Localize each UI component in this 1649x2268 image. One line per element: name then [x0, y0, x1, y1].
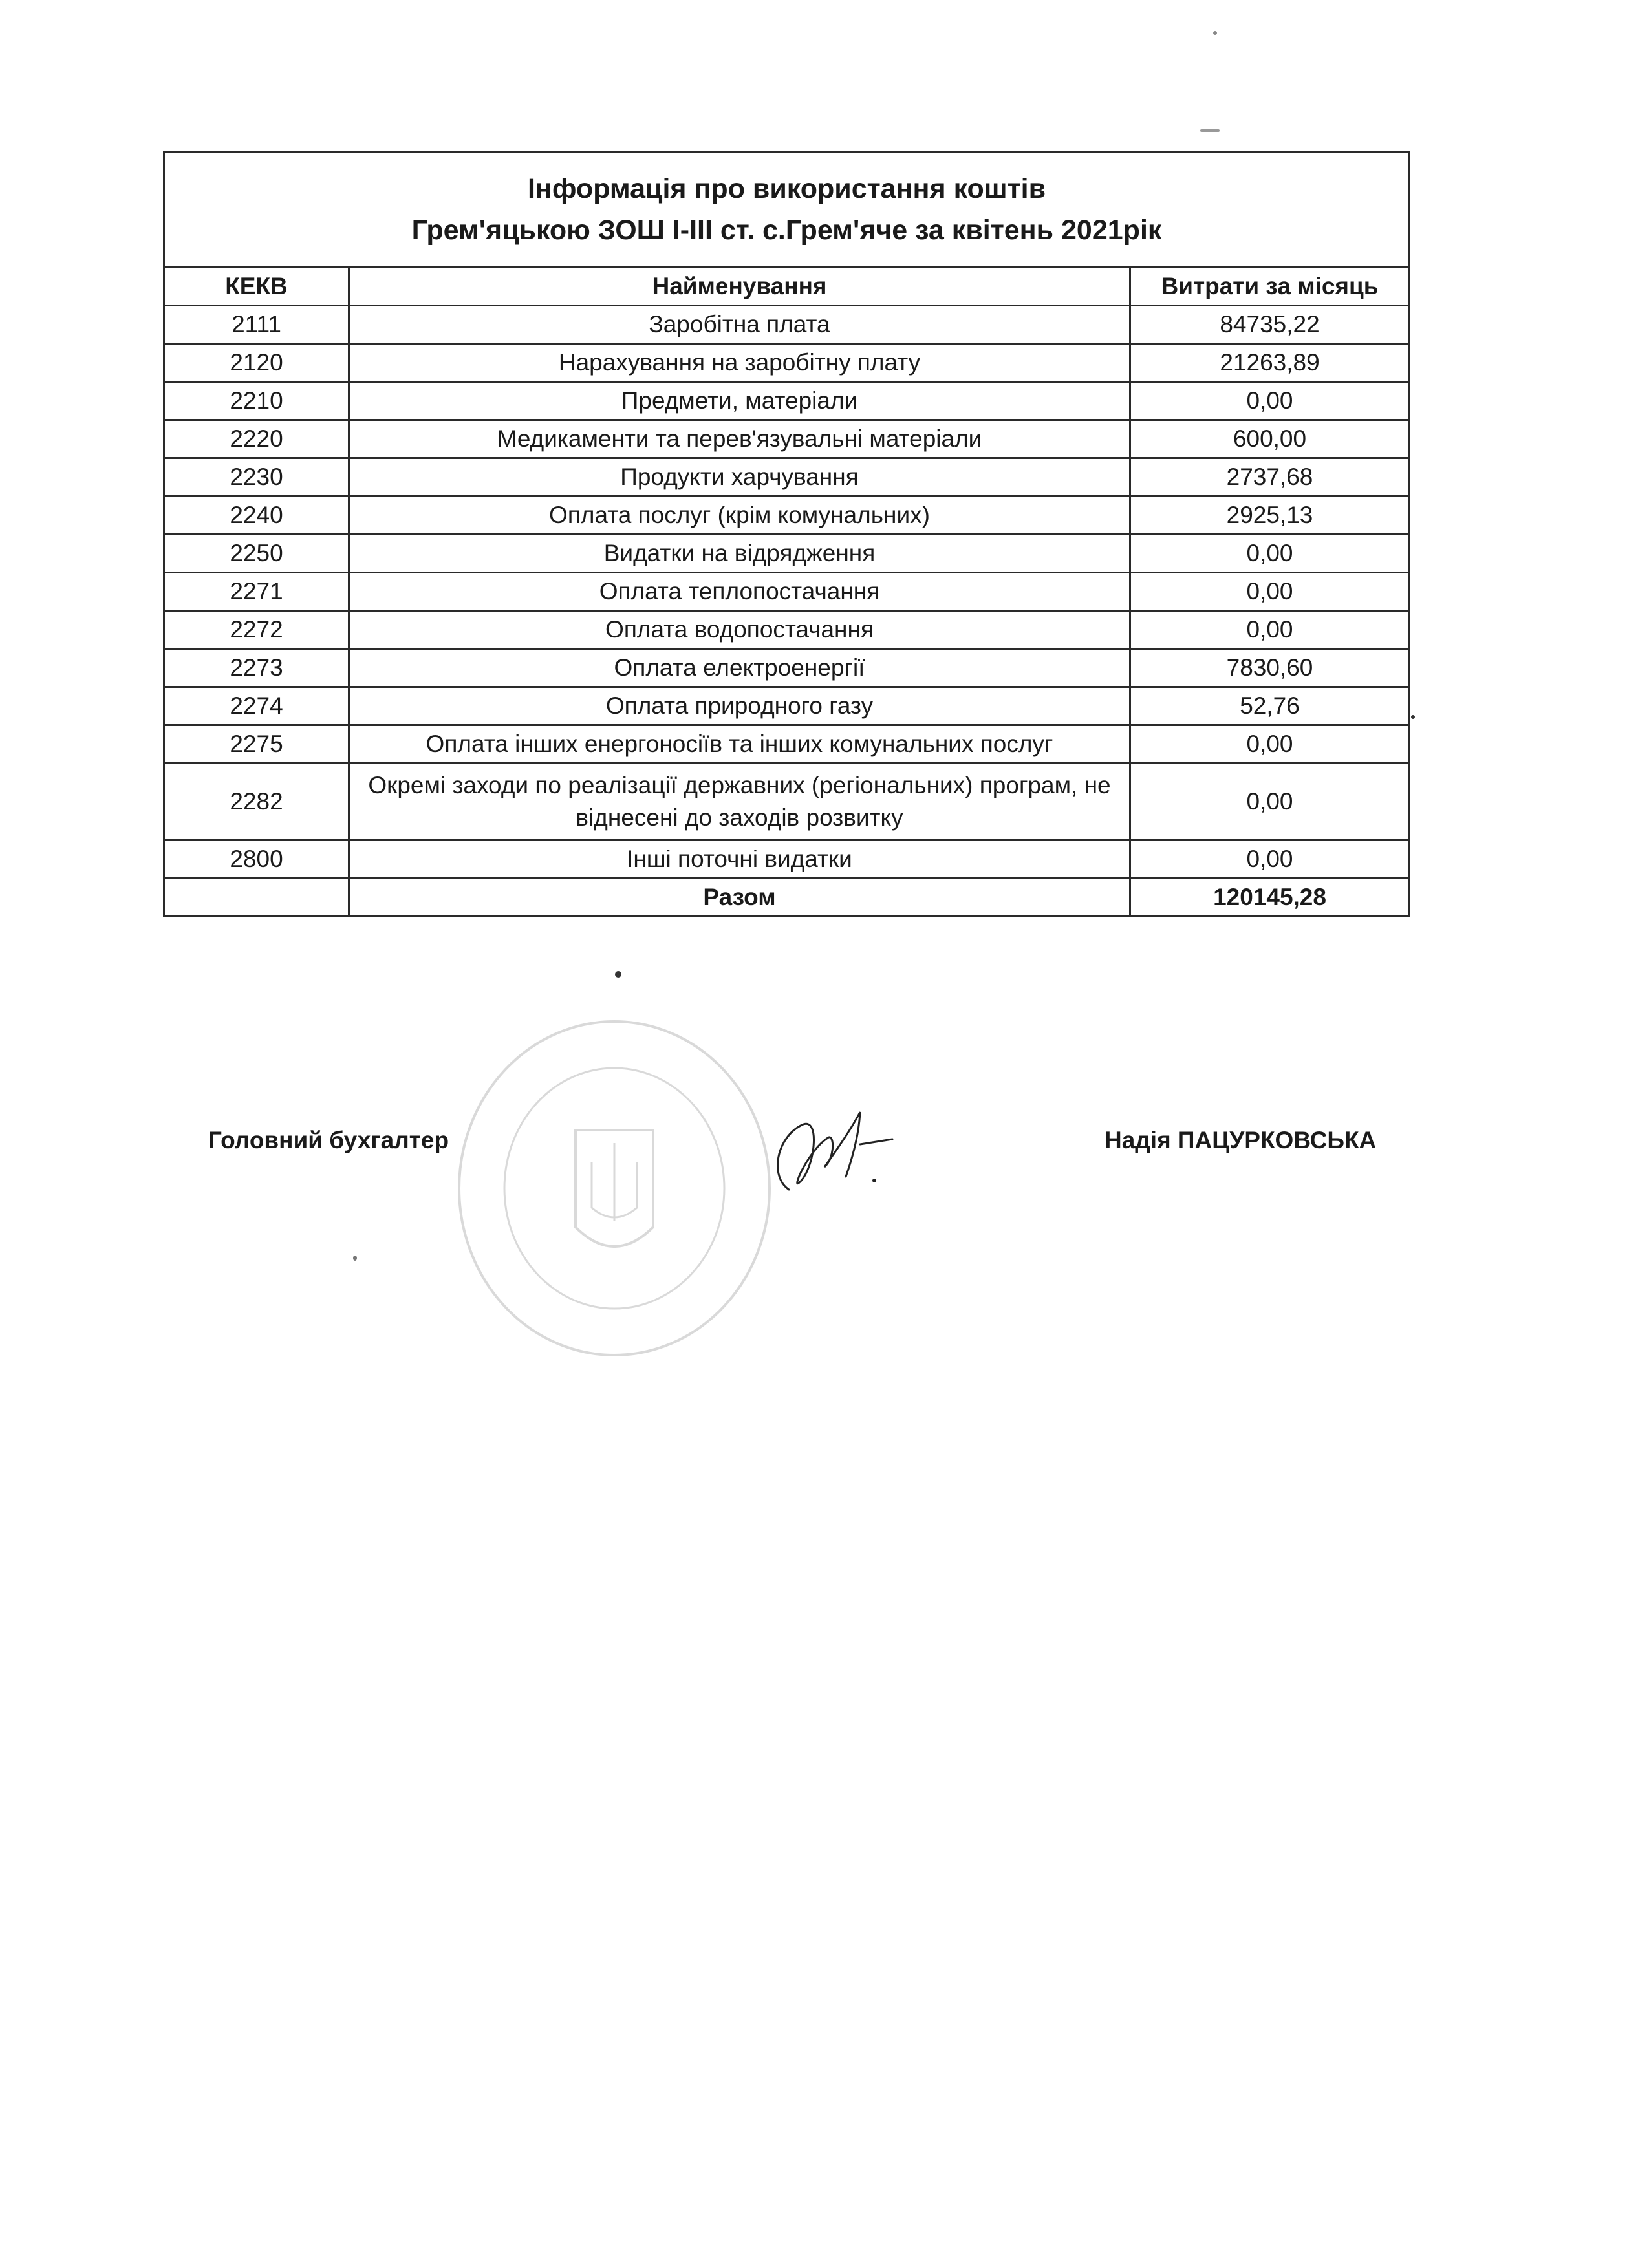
scan-speck: [353, 1256, 357, 1261]
row-name: Оплата інших енергоносіїв та інших комунальних послуг: [349, 725, 1130, 764]
row-amount: 0,00: [1130, 535, 1410, 573]
total-code: [164, 879, 349, 917]
row-amount: 0,00: [1130, 573, 1410, 611]
row-name: Інші поточні видатки: [349, 840, 1130, 879]
row-amount: 7830,60: [1130, 649, 1410, 687]
scan-speck: [615, 971, 621, 978]
header-row: [164, 268, 1410, 306]
position-label: Головний бухгалтер: [208, 1127, 449, 1153]
table-row: [164, 420, 1410, 458]
row-name: Предмети, матеріали: [349, 382, 1130, 420]
row-amount: 0,00: [1130, 382, 1410, 420]
report-sheet: [163, 151, 1408, 917]
row-name: Оплата теплопостачання: [349, 573, 1130, 611]
table-row: [164, 573, 1410, 611]
row-amount: 2737,68: [1130, 458, 1410, 497]
report-title: [164, 152, 1410, 268]
row-amount: 0,00: [1130, 764, 1410, 840]
row-amount: 52,76: [1130, 687, 1410, 725]
row-name: Нарахування на заробітну плату: [349, 344, 1130, 382]
row-code: 2210: [164, 382, 349, 420]
row-code: 2274: [164, 687, 349, 725]
row-code: 2271: [164, 573, 349, 611]
row-code: 2282: [164, 764, 349, 840]
row-name: Видатки на відрядження: [349, 535, 1130, 573]
row-code: 2800: [164, 840, 349, 879]
row-name: Окремі заходи по реалізації державних (регіональних) програм, не віднесені до заходів розвитку: [349, 764, 1130, 840]
total-label: Разом: [349, 879, 1130, 917]
table-row: [164, 764, 1410, 840]
table-body: [164, 306, 1410, 879]
table-row: [164, 611, 1410, 649]
row-code: 2220: [164, 420, 349, 458]
row-code: 2273: [164, 649, 349, 687]
accountant-name: Надія ПАЦУРКОВСЬКА: [1105, 1127, 1377, 1153]
row-code: 2111: [164, 306, 349, 344]
table-row: [164, 687, 1410, 725]
row-amount: 0,00: [1130, 725, 1410, 764]
table-row: [164, 458, 1410, 497]
row-code: 2240: [164, 497, 349, 535]
table-row: [164, 649, 1410, 687]
scan-speck: [1200, 129, 1220, 132]
row-name: Медикаменти та перев'язувальні матеріали: [349, 420, 1130, 458]
row-name: Оплата послуг (крім комунальних): [349, 497, 1130, 535]
row-name: Продукти харчування: [349, 458, 1130, 497]
row-code: 2120: [164, 344, 349, 382]
row-code: 2250: [164, 535, 349, 573]
table-row: [164, 725, 1410, 764]
scan-speck: [1411, 715, 1415, 719]
table-row: [164, 497, 1410, 535]
title-line-1: Інформація про використання коштів: [527, 173, 1046, 204]
row-amount: 600,00: [1130, 420, 1410, 458]
table-row: [164, 306, 1410, 344]
table-row: [164, 840, 1410, 879]
total-row: [164, 879, 1410, 917]
total-amount: 120145,28: [1130, 879, 1410, 917]
handwritten-signature: [763, 1099, 918, 1203]
row-amount: 0,00: [1130, 840, 1410, 879]
official-stamp: [453, 1014, 776, 1363]
scan-speck: [1213, 31, 1217, 35]
row-name: Оплата водопостачання: [349, 611, 1130, 649]
row-amount: 21263,89: [1130, 344, 1410, 382]
column-header-name: Найменування: [349, 268, 1130, 306]
row-amount: 0,00: [1130, 611, 1410, 649]
row-name: Оплата електроенергії: [349, 649, 1130, 687]
column-header-code: КЕКВ: [164, 268, 349, 306]
row-name: Заробітна плата: [349, 306, 1130, 344]
table-row: [164, 382, 1410, 420]
row-code: 2230: [164, 458, 349, 497]
title-line-2: Грем'яцькою ЗОШ І-ІІІ ст. с.Грем'яче за квітень 2021рік: [411, 215, 1162, 246]
row-amount: 84735,22: [1130, 306, 1410, 344]
table-row: [164, 535, 1410, 573]
row-amount: 2925,13: [1130, 497, 1410, 535]
title-row: [164, 152, 1410, 268]
row-code: 2275: [164, 725, 349, 764]
column-header-amount: Витрати за місяць: [1130, 268, 1410, 306]
expenditure-table: [163, 151, 1410, 917]
row-code: 2272: [164, 611, 349, 649]
table-row: [164, 344, 1410, 382]
row-name: Оплата природного газу: [349, 687, 1130, 725]
